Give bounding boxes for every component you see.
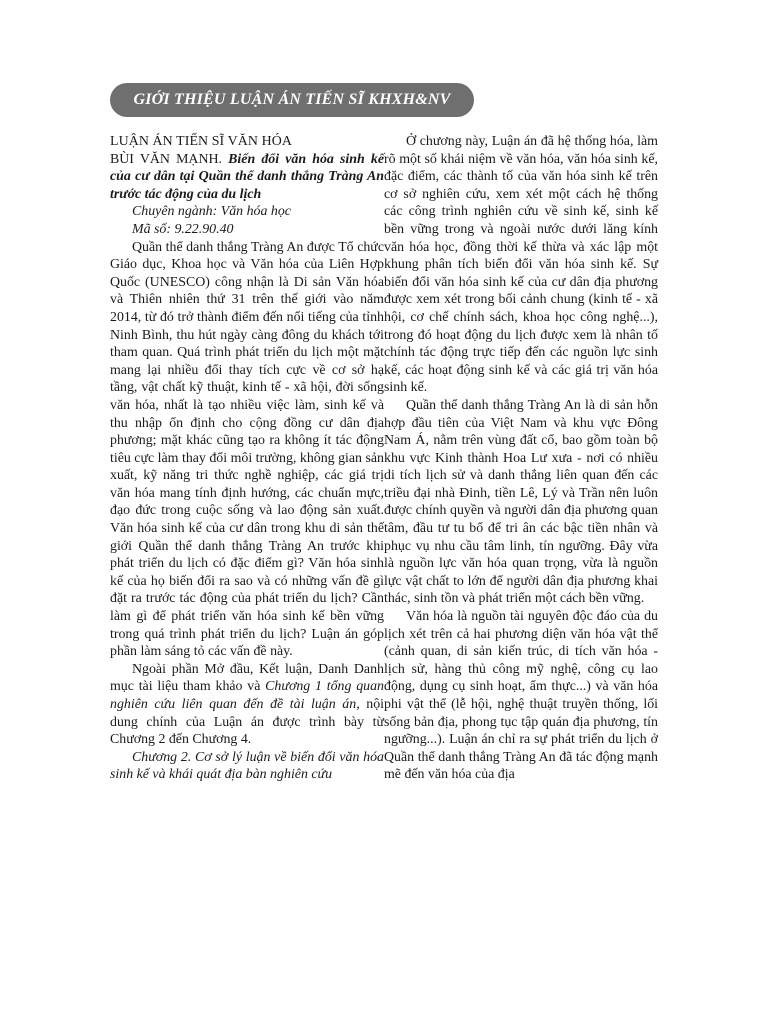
left-paragraph-2 — [110, 661, 384, 749]
section-banner — [110, 83, 474, 117]
thesis-specialty: Chuyên ngành: Văn hóa học — [132, 204, 291, 220]
left-paragraph-1: Quần thể danh thắng Tràng An được Tổ chức Giáo dục, Khoa học và Văn hóa của Liên Hợp Quốc (UNESCO) công nhận là Di sản Văn hóa và Thiên nhiên thứ 31 trên thế giới vào năm 2014, từ đó trở thành điểm đến nổi tiếng của tỉnh Ninh Bình, thu hút ngày càng đông du khách tới tham quan. Quá trình phát triển du lịch một mặt mang lại nhiều đổi thay tích cực về cơ sở hạ tầng, vật chất kỹ thuật, kinh tế - xã hội, đời sống văn hóa, nhất là tạo nhiều việc làm, sinh kế và thu nhập ổn định cho cộng đồng cư dân địa phương; mặt khác cũng tạo ra không ít tác động tiêu cực làm thay đổi môi trường, không gian sản xuất, kỹ năng tri thức nghề nghiệp, các giá trị văn hóa mang tính định hướng, các chuẩn mực, đạo đức trong cuộc sống và lao động sản xuất. Văn hóa sinh kế của cư dân trong khu di sản thế giới Quần thể danh thắng Tràng An trước khi phát triển du lịch có đặc điểm gì? Văn hóa sinh kế của họ biến đổi ra sao và có những vấn đề gì đặt ra trước tác động của phát triển du lịch? Cần làm gì để phát triển văn hóa sinh kế bền vững trong quá trình phát triển du lịch? Luận án góp phần làm sáng tỏ các vấn đề này. — [110, 239, 384, 660]
thesis-code: Mã số: 9.22.90.40 — [132, 221, 234, 237]
right-paragraph-2: Quần thể danh thắng Tràng An là di sản hỗn hợp đầu tiên của Việt Nam và khu vực Đông Nam Á, nằm trên vùng đất cổ, bao gồm toàn bộ khu vực Kinh thành Hoa Lư xưa - nơi có nhiều di tích lịch sử và danh thắng liên quan đến các triều đại nhà Đinh, tiền Lê, Lý và Trần nên luôn được chính quyền và người dân địa phương quan tâm, đầu tư tu bổ để tri ân các bậc tiền nhân và phục vụ nhu cầu tâm linh, tín ngưỡng. Đây vừa là nguồn lực văn hóa quan trọng, vừa là nguồn lực vật chất to lớn để người dân địa phương khai thác, sinh tồn và phát triển một cách bền vững. — [384, 397, 658, 607]
right-paragraph-3: Văn hóa là nguồn tài nguyên độc đáo của du lịch xét trên cả hai phương diện văn hóa vật thể (cảnh quan, di sản kiến trúc, di tích văn hóa - lịch sử, hàng thủ công mỹ nghệ, công cụ lao động, dụng cụ sinh hoạt, ẩm thực...) và văn hóa phi vật thể (lễ hội, nghệ thuật truyền thống, lối sống bản địa, phong tục tập quán địa phương, tín ngưỡng...). Luận án chỉ ra sự phát triển du lịch ở Quần thể danh thắng Tràng An đã tác động mạnh mẽ đến văn hóa của địa — [384, 609, 658, 783]
left-paragraph-2-text-a: Ngoài phần Mở đầu, Kết luận, Danh Danh mục tài liệu tham khảo và — [110, 661, 384, 695]
thesis-title: Biến đổi văn hóa sinh kế của cư dân tại Quần thể danh thắng Tràng An trước tác động của du lịch — [110, 151, 384, 202]
thesis-author: BÙI VĂN MẠNH. — [110, 151, 222, 167]
right-paragraph-1: Ở chương này, Luận án đã hệ thống hóa, làm rõ một số khái niệm về văn hóa, văn hóa sinh kế, đặc điểm, các thành tố của văn hóa sinh kế trên cơ sở nghiên cứu, xem xét một cách hệ thống các công trình nghiên cứu về sinh kế, sinh kế bền vững trong và ngoài nước dưới lăng kính văn hóa học, đồng thời kế thừa và xác lập một khung phân tích biến đổi văn hóa sinh kế. Sự biến đổi văn hóa sinh kế của cư dân địa phương được xem xét trong bối cảnh chung (kinh tế - xã hội, cơ chế chính sách, khoa học công nghệ...), trong đó hoạt động du lịch được xem là nhân tố chính tác động trực tiếp đến các nguồn lực sinh kế, các hoạt động sinh kế và các giá trị văn hóa sinh kế. — [384, 134, 658, 396]
left-paragraph-2-chapter1: Chương 1 tổng quan nghiên cứu liên quan đến đề tài luận án — [110, 679, 384, 712]
thesis-author-title — [110, 151, 384, 204]
left-paragraph-2-text-c: , nội dung chính của Luận án được trình bày từ Chương 2 đến Chương 4. — [110, 697, 384, 748]
left-column — [110, 133, 384, 784]
right-column — [384, 133, 658, 784]
left-paragraph-3: Chương 2. Cơ sở lý luận về biến đổi văn hóa sinh kế và khái quát địa bàn nghiên cứu — [110, 749, 384, 783]
banner-title: GIỚI THIỆU LUẬN ÁN TIẾN SĨ KHXH&NV — [133, 91, 451, 108]
thesis-heading: LUẬN ÁN TIẾN SĨ VĂN HÓA — [110, 134, 292, 149]
